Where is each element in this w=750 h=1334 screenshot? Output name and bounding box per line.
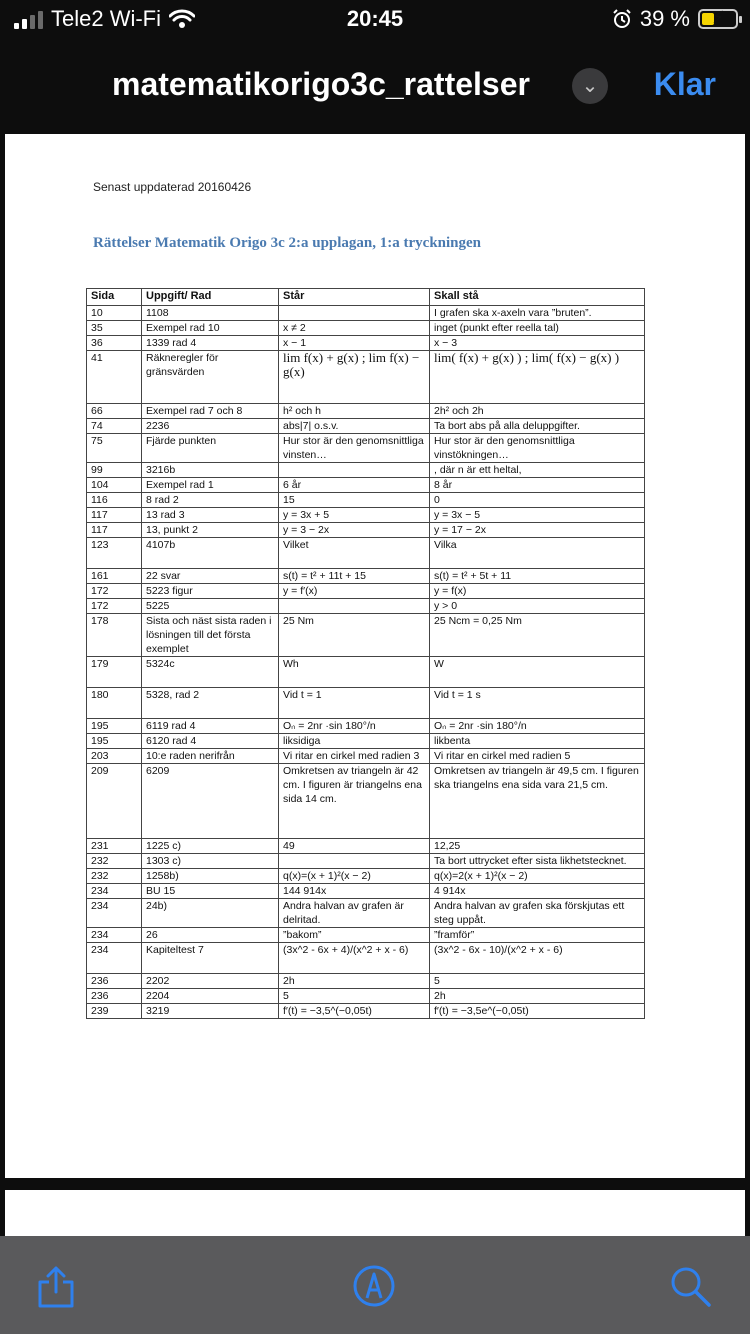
page-cell: 161 bbox=[87, 569, 142, 584]
task-cell: 1108 bbox=[142, 306, 279, 321]
bottom-toolbar bbox=[0, 1236, 750, 1334]
done-button[interactable]: Klar bbox=[653, 66, 716, 102]
task-cell: 3216b bbox=[142, 463, 279, 478]
correct-cell: Omkretsen av triangeln är 49,5 cm. I figuren ska triangelns ena sida vara 21,5 cm. bbox=[430, 764, 645, 839]
search-icon[interactable] bbox=[668, 1264, 712, 1308]
status-bar bbox=[0, 0, 750, 44]
wrong-cell bbox=[279, 463, 430, 478]
page-cell: 234 bbox=[87, 884, 142, 899]
correct-cell: inget (punkt efter reella tal) bbox=[430, 321, 645, 336]
correct-cell: Ta bort abs på alla deluppgifter. bbox=[430, 419, 645, 434]
column-header: Står bbox=[279, 289, 430, 306]
task-cell: 3219 bbox=[142, 1004, 279, 1019]
wrong-cell: h² och h bbox=[279, 404, 430, 419]
correct-cell: I grafen ska x-axeln vara ”bruten”. bbox=[430, 306, 645, 321]
wrong-cell bbox=[279, 854, 430, 869]
wrong-cell: Hur stor är den genomsnittliga vinsten… bbox=[279, 434, 430, 463]
wrong-cell: f′(t) = −3,5^(−0,05t) bbox=[279, 1004, 430, 1019]
wrong-cell: 5 bbox=[279, 989, 430, 1004]
page-cell: 10 bbox=[87, 306, 142, 321]
wrong-cell: Vilket bbox=[279, 538, 430, 569]
share-icon[interactable] bbox=[34, 1264, 78, 1308]
correct-cell: y = f(x) bbox=[430, 584, 645, 599]
page-cell: 209 bbox=[87, 764, 142, 839]
page-cell: 231 bbox=[87, 839, 142, 854]
correct-cell: W bbox=[430, 657, 645, 688]
table-row bbox=[87, 351, 645, 404]
wrong-cell: (3x^2 - 6x + 4)/(x^2 + x - 6) bbox=[279, 943, 430, 974]
table-row bbox=[87, 1004, 645, 1019]
table-row bbox=[87, 523, 645, 538]
correct-cell: 12,25 bbox=[430, 839, 645, 854]
correct-cell: Andra halvan av grafen ska förskjutas ett steg uppåt. bbox=[430, 899, 645, 928]
task-cell: 26 bbox=[142, 928, 279, 943]
column-header: Uppgift/ Rad bbox=[142, 289, 279, 306]
page-cell: 104 bbox=[87, 478, 142, 493]
task-cell: 5225 bbox=[142, 599, 279, 614]
wrong-cell: 144 914x bbox=[279, 884, 430, 899]
wrong-cell: Vi ritar en cirkel med radien 3 bbox=[279, 749, 430, 764]
correct-cell: (3x^2 - 6x - 10)/(x^2 + x - 6) bbox=[430, 943, 645, 974]
wrong-cell: 15 bbox=[279, 493, 430, 508]
correct-cell: x − 3 bbox=[430, 336, 645, 351]
table-row bbox=[87, 599, 645, 614]
task-cell: 2202 bbox=[142, 974, 279, 989]
task-cell: 1303 c) bbox=[142, 854, 279, 869]
page-cell: 180 bbox=[87, 688, 142, 719]
task-cell: 2236 bbox=[142, 419, 279, 434]
wrong-cell: y = 3x + 5 bbox=[279, 508, 430, 523]
wrong-cell: 6 år bbox=[279, 478, 430, 493]
table-row bbox=[87, 419, 645, 434]
nav-bar bbox=[0, 44, 750, 130]
page-cell: 239 bbox=[87, 1004, 142, 1019]
correct-cell: 2h² och 2h bbox=[430, 404, 645, 419]
page-cell: 172 bbox=[87, 599, 142, 614]
table-row bbox=[87, 688, 645, 719]
table-row bbox=[87, 493, 645, 508]
task-cell: 6119 rad 4 bbox=[142, 719, 279, 734]
page-cell: 41 bbox=[87, 351, 142, 404]
task-cell: Exempel rad 1 bbox=[142, 478, 279, 493]
table-row bbox=[87, 899, 645, 928]
table-row bbox=[87, 749, 645, 764]
table-row bbox=[87, 719, 645, 734]
correct-cell: Vilka bbox=[430, 538, 645, 569]
correct-cell: Vid t = 1 s bbox=[430, 688, 645, 719]
wrong-cell: x − 1 bbox=[279, 336, 430, 351]
page-title: Rättelser Matematik Origo 3c 2:a upplagan, 1:a tryckningen bbox=[93, 235, 482, 251]
wrong-cell: lim f(x) + g(x) ; lim f(x) − g(x) bbox=[279, 351, 430, 404]
document-title[interactable]: matematikorigo3c_rattelser bbox=[112, 66, 530, 102]
task-cell: 8 rad 2 bbox=[142, 493, 279, 508]
table-row bbox=[87, 508, 645, 523]
task-cell: Räkneregler för gränsvärden bbox=[142, 351, 279, 404]
task-cell: 5324c bbox=[142, 657, 279, 688]
page-cell: 232 bbox=[87, 854, 142, 869]
correct-cell: y > 0 bbox=[430, 599, 645, 614]
task-cell: 13, punkt 2 bbox=[142, 523, 279, 538]
page-cell: 123 bbox=[87, 538, 142, 569]
page-cell: 195 bbox=[87, 719, 142, 734]
battery-percent: 39 % bbox=[639, 6, 690, 31]
wrong-cell: abs|7| o.s.v. bbox=[279, 419, 430, 434]
page-cell: 178 bbox=[87, 614, 142, 657]
table-row bbox=[87, 614, 645, 657]
page-cell: 203 bbox=[87, 749, 142, 764]
page-cell: 179 bbox=[87, 657, 142, 688]
page-cell: 75 bbox=[87, 434, 142, 463]
table-row bbox=[87, 869, 645, 884]
carrier-label: Tele2 Wi-Fi bbox=[51, 6, 162, 31]
task-cell: 4107b bbox=[142, 538, 279, 569]
wrong-cell: Omkretsen av triangeln är 42 cm. I figuren är triangelns ena sida 14 cm. bbox=[279, 764, 430, 839]
page-cell: 99 bbox=[87, 463, 142, 478]
task-cell: 1258b) bbox=[142, 869, 279, 884]
page-cell: 117 bbox=[87, 523, 142, 538]
table-row bbox=[87, 989, 645, 1004]
table-row bbox=[87, 478, 645, 493]
table-row bbox=[87, 336, 645, 351]
table-row bbox=[87, 884, 645, 899]
wrong-cell: ”bakom” bbox=[279, 928, 430, 943]
table-row bbox=[87, 734, 645, 749]
page-cell: 74 bbox=[87, 419, 142, 434]
document-page bbox=[5, 134, 745, 1178]
correct-cell: 25 Ncm = 0,25 Nm bbox=[430, 614, 645, 657]
chevron-down-icon[interactable]: ⌄ bbox=[572, 68, 608, 104]
page-cell: 35 bbox=[87, 321, 142, 336]
task-cell: 5223 figur bbox=[142, 584, 279, 599]
wrong-cell: q(x)=(x + 1)²(x − 2) bbox=[279, 869, 430, 884]
correct-cell: ”framför” bbox=[430, 928, 645, 943]
page-cell: 195 bbox=[87, 734, 142, 749]
correct-cell: 5 bbox=[430, 974, 645, 989]
task-cell: Sista och näst sista raden i lösningen till det första exemplet bbox=[142, 614, 279, 657]
wrong-cell: Wh bbox=[279, 657, 430, 688]
task-cell: 1339 rad 4 bbox=[142, 336, 279, 351]
task-cell: Kapiteltest 7 bbox=[142, 943, 279, 974]
task-cell: Exempel rad 7 och 8 bbox=[142, 404, 279, 419]
wrong-cell bbox=[279, 306, 430, 321]
errata-table bbox=[86, 288, 645, 1019]
table-row bbox=[87, 569, 645, 584]
wrong-cell: Andra halvan av grafen är delritad. bbox=[279, 899, 430, 928]
wrong-cell: 25 Nm bbox=[279, 614, 430, 657]
wrong-cell: 2h bbox=[279, 974, 430, 989]
page-cell: 234 bbox=[87, 943, 142, 974]
correct-cell: y = 17 − 2x bbox=[430, 523, 645, 538]
correct-cell: y = 3x − 5 bbox=[430, 508, 645, 523]
correct-cell: 8 år bbox=[430, 478, 645, 493]
task-cell: Fjärde punkten bbox=[142, 434, 279, 463]
task-cell: 13 rad 3 bbox=[142, 508, 279, 523]
correct-cell: f′(t) = −3,5e^(−0,05t) bbox=[430, 1004, 645, 1019]
task-cell: 22 svar bbox=[142, 569, 279, 584]
correct-cell: Ta bort uttrycket efter sista likhetstecknet. bbox=[430, 854, 645, 869]
wrong-cell: Vid t = 1 bbox=[279, 688, 430, 719]
correct-cell: likbenta bbox=[430, 734, 645, 749]
wrong-cell: x ≠ 2 bbox=[279, 321, 430, 336]
correct-cell: lim( f(x) + g(x) ) ; lim( f(x) − g(x) ) bbox=[430, 351, 645, 404]
correct-cell: Vi ritar en cirkel med radien 5 bbox=[430, 749, 645, 764]
task-cell: 6120 rad 4 bbox=[142, 734, 279, 749]
table-row bbox=[87, 839, 645, 854]
task-cell: 24b) bbox=[142, 899, 279, 928]
page-cell: 116 bbox=[87, 493, 142, 508]
battery-icon: ⚡ bbox=[698, 9, 738, 29]
table-row bbox=[87, 974, 645, 989]
table-row bbox=[87, 306, 645, 321]
page-cell: 172 bbox=[87, 584, 142, 599]
wrong-cell: y = 3 − 2x bbox=[279, 523, 430, 538]
page-cell: 234 bbox=[87, 899, 142, 928]
correct-cell: 4 914x bbox=[430, 884, 645, 899]
table-row bbox=[87, 434, 645, 463]
table-row bbox=[87, 943, 645, 974]
table-row bbox=[87, 321, 645, 336]
task-cell: Exempel rad 10 bbox=[142, 321, 279, 336]
page-cell: 236 bbox=[87, 989, 142, 1004]
correct-cell: 0 bbox=[430, 493, 645, 508]
wrong-cell: s(t) = t² + 11t + 15 bbox=[279, 569, 430, 584]
page-cell: 36 bbox=[87, 336, 142, 351]
clock: 20:45 bbox=[346, 6, 404, 31]
task-cell: 5328, rad 2 bbox=[142, 688, 279, 719]
wrong-cell: y = f′(x) bbox=[279, 584, 430, 599]
alarm-icon bbox=[612, 9, 632, 29]
correct-cell: Hur stor är den genomsnittliga vinstökningen… bbox=[430, 434, 645, 463]
wrong-cell: Oₙ = 2nr ·sin 180°/n bbox=[279, 719, 430, 734]
task-cell: 1225 c) bbox=[142, 839, 279, 854]
task-cell: BU 15 bbox=[142, 884, 279, 899]
correct-cell: s(t) = t² + 5t + 11 bbox=[430, 569, 645, 584]
page-cell: 66 bbox=[87, 404, 142, 419]
task-cell: 10:e raden nerifrån bbox=[142, 749, 279, 764]
task-cell: 2204 bbox=[142, 989, 279, 1004]
table-row bbox=[87, 584, 645, 599]
table-header bbox=[87, 289, 645, 306]
correct-cell: 2h bbox=[430, 989, 645, 1004]
correct-cell: q(x)=2(x + 1)²(x − 2) bbox=[430, 869, 645, 884]
table-row bbox=[87, 854, 645, 869]
wrong-cell: 49 bbox=[279, 839, 430, 854]
table-row bbox=[87, 463, 645, 478]
page-cell: 232 bbox=[87, 869, 142, 884]
correct-cell: , där n är ett heltal, bbox=[430, 463, 645, 478]
page-cell: 234 bbox=[87, 928, 142, 943]
table-row bbox=[87, 764, 645, 839]
column-header: Skall stå bbox=[430, 289, 645, 306]
page-cell: 236 bbox=[87, 974, 142, 989]
task-cell: 6209 bbox=[142, 764, 279, 839]
correct-cell: Oₙ = 2nr ·sin 180°/n bbox=[430, 719, 645, 734]
markup-icon[interactable] bbox=[352, 1264, 396, 1308]
table-row bbox=[87, 538, 645, 569]
wrong-cell bbox=[279, 599, 430, 614]
last-updated: Senast uppdaterad 20160426 bbox=[93, 180, 252, 194]
wrong-cell: liksidiga bbox=[279, 734, 430, 749]
table-row bbox=[87, 404, 645, 419]
table-row bbox=[87, 928, 645, 943]
column-header: Sida bbox=[87, 289, 142, 306]
table-row bbox=[87, 657, 645, 688]
page-cell: 117 bbox=[87, 508, 142, 523]
